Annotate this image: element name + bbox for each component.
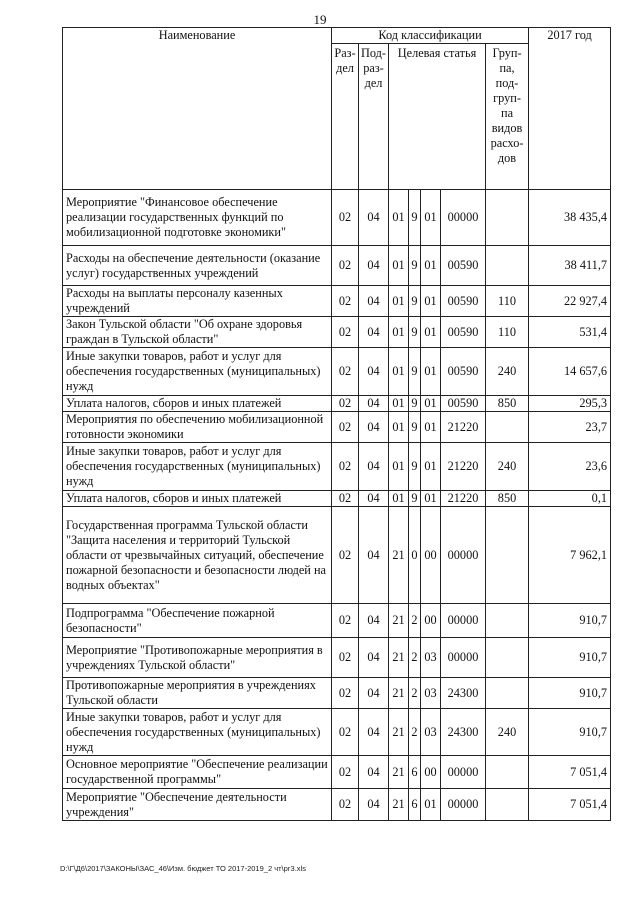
row-section: 02 [332,491,359,507]
row-name: Противопожарные мероприятия в учреждениях Тульской области [63,678,332,709]
row-amount-2017: 7 962,1 [529,507,611,604]
row-target-direction: 24300 [441,678,486,709]
row-target-event: 01 [421,348,441,396]
row-target-direction: 21220 [441,491,486,507]
row-target-subprogram: 6 [409,756,421,789]
header-year: 2017 год [529,28,611,190]
row-expense-type: 850 [486,491,529,507]
row-target-program: 01 [389,412,409,443]
row-expense-type: 240 [486,348,529,396]
row-target-program: 21 [389,756,409,789]
table-body [63,190,611,821]
row-target-event: 01 [421,286,441,317]
row-target-program: 01 [389,396,409,412]
row-target-event: 01 [421,491,441,507]
row-target-subprogram: 2 [409,709,421,756]
table-row [63,348,611,396]
row-name: Уплата налогов, сборов и иных платежей [63,491,332,507]
header-subsection: Под- раз- дел [359,44,389,190]
row-section: 02 [332,709,359,756]
row-target-event: 03 [421,709,441,756]
row-name: Основное мероприятие "Обеспечение реализации государственной программы" [63,756,332,789]
row-target-subprogram: 9 [409,190,421,246]
row-target-subprogram: 2 [409,678,421,709]
row-target-subprogram: 9 [409,412,421,443]
row-subsection: 04 [359,638,389,678]
row-name: Иные закупки товаров, работ и услуг для обеспечения государственных (муниципальных) нужд [63,443,332,491]
row-target-subprogram: 9 [409,348,421,396]
row-section: 02 [332,286,359,317]
row-subsection: 04 [359,756,389,789]
row-target-direction: 00590 [441,286,486,317]
row-target-direction: 00000 [441,638,486,678]
row-target-program: 01 [389,190,409,246]
file-path-footer: D:\Г\Д6\2017\ЗАКОНЫ\ЗАС_46\Изм. бюджет ТО 2017-2019_2 чт\рг3.xls [60,864,306,873]
row-expense-type: 110 [486,286,529,317]
row-target-program: 21 [389,507,409,604]
row-name: Иные закупки товаров, работ и услуг для обеспечения государственных (муниципальных) нужд [63,348,332,396]
row-amount-2017: 295,3 [529,396,611,412]
header-classification: Код классификации [332,28,529,44]
row-target-subprogram: 2 [409,604,421,638]
row-amount-2017: 910,7 [529,709,611,756]
row-target-event: 03 [421,638,441,678]
row-amount-2017: 22 927,4 [529,286,611,317]
row-target-subprogram: 6 [409,789,421,821]
row-name: Иные закупки товаров, работ и услуг для обеспечения государственных (муниципальных) нужд [63,709,332,756]
row-amount-2017: 0,1 [529,491,611,507]
row-target-program: 01 [389,491,409,507]
row-target-subprogram: 9 [409,491,421,507]
row-target-direction: 00000 [441,604,486,638]
row-section: 02 [332,246,359,286]
row-target-direction: 21220 [441,412,486,443]
row-name: Уплата налогов, сборов и иных платежей [63,396,332,412]
row-section: 02 [332,348,359,396]
table-row [63,443,611,491]
row-expense-type [486,678,529,709]
row-target-direction: 21220 [441,443,486,491]
row-target-program: 01 [389,348,409,396]
row-name: Мероприятие "Обеспечение деятельности учреждения" [63,789,332,821]
row-amount-2017: 910,7 [529,604,611,638]
row-target-event: 01 [421,190,441,246]
row-target-direction: 24300 [441,709,486,756]
row-target-direction: 00000 [441,756,486,789]
row-name: Мероприятия по обеспечению мобилизационной готовности экономики [63,412,332,443]
table-row [63,756,611,789]
row-name: Закон Тульской области "Об охране здоровья граждан в Тульской области" [63,317,332,348]
row-amount-2017: 531,4 [529,317,611,348]
row-expense-type: 110 [486,317,529,348]
row-section: 02 [332,317,359,348]
row-section: 02 [332,638,359,678]
row-section: 02 [332,756,359,789]
row-target-event: 00 [421,604,441,638]
page-number: 19 [313,12,327,27]
row-expense-type [486,246,529,286]
table-row [63,491,611,507]
row-subsection: 04 [359,507,389,604]
row-target-event: 01 [421,396,441,412]
row-target-direction: 00590 [441,246,486,286]
table-row [63,396,611,412]
row-expense-type [486,412,529,443]
header-target-article: Целевая статья [389,44,486,190]
header-name: Наименование [63,28,332,190]
row-subsection: 04 [359,412,389,443]
row-expense-type [486,507,529,604]
row-target-direction: 00000 [441,789,486,821]
table-row [63,317,611,348]
row-subsection: 04 [359,348,389,396]
row-section: 02 [332,412,359,443]
row-target-subprogram: 2 [409,638,421,678]
row-target-program: 01 [389,286,409,317]
row-target-direction: 00590 [441,317,486,348]
row-subsection: 04 [359,317,389,348]
row-subsection: 04 [359,396,389,412]
table-row [63,507,611,604]
budget-table [62,27,611,821]
row-expense-type [486,638,529,678]
row-target-subprogram: 9 [409,443,421,491]
row-target-subprogram: 9 [409,286,421,317]
row-subsection: 04 [359,604,389,638]
row-expense-type [486,756,529,789]
row-target-event: 01 [421,246,441,286]
table-row [63,638,611,678]
row-amount-2017: 23,7 [529,412,611,443]
row-target-event: 01 [421,317,441,348]
row-target-direction: 00590 [441,348,486,396]
table-row [63,286,611,317]
row-subsection: 04 [359,190,389,246]
table-row [63,246,611,286]
row-subsection: 04 [359,246,389,286]
row-target-event: 03 [421,678,441,709]
row-name: Расходы на выплаты персоналу казенных учреждений [63,286,332,317]
row-subsection: 04 [359,286,389,317]
row-target-subprogram: 9 [409,317,421,348]
row-subsection: 04 [359,678,389,709]
row-section: 02 [332,190,359,246]
table-row [63,604,611,638]
row-subsection: 04 [359,789,389,821]
row-section: 02 [332,443,359,491]
row-name: Государственная программа Тульской области "Защита населения и территорий Тульской области от чрезвычайных ситуаций, обеспечение пожарной безопасности и безопасности людей на водных объектах" [63,507,332,604]
row-target-program: 01 [389,443,409,491]
row-target-direction: 00000 [441,507,486,604]
row-target-program: 21 [389,638,409,678]
row-target-program: 21 [389,604,409,638]
row-amount-2017: 38 411,7 [529,246,611,286]
row-section: 02 [332,604,359,638]
row-expense-type: 240 [486,709,529,756]
row-target-program: 21 [389,678,409,709]
table-row [63,789,611,821]
row-amount-2017: 910,7 [529,678,611,709]
row-target-direction: 00590 [441,396,486,412]
row-target-program: 21 [389,789,409,821]
row-name: Расходы на обеспечение деятельности (оказание услуг) государственных учреждений [63,246,332,286]
table-row [63,412,611,443]
row-target-program: 21 [389,709,409,756]
row-target-event: 00 [421,507,441,604]
row-section: 02 [332,507,359,604]
row-amount-2017: 910,7 [529,638,611,678]
row-target-direction: 00000 [441,190,486,246]
table-row [63,190,611,246]
row-expense-type: 240 [486,443,529,491]
row-target-event: 01 [421,789,441,821]
row-expense-type [486,789,529,821]
header-section: Раз- дел [332,44,359,190]
row-target-subprogram: 9 [409,396,421,412]
row-section: 02 [332,678,359,709]
row-name: Мероприятие "Противопожарные мероприятия в учреждениях Тульской области" [63,638,332,678]
row-subsection: 04 [359,709,389,756]
row-target-program: 01 [389,317,409,348]
row-target-subprogram: 9 [409,246,421,286]
row-expense-type: 850 [486,396,529,412]
row-target-event: 00 [421,756,441,789]
row-target-event: 01 [421,443,441,491]
header-expense-group: Груп- па, под- груп- па видов расхо- дов [486,44,529,190]
table-header [63,28,611,190]
row-subsection: 04 [359,491,389,507]
row-name: Мероприятие "Финансовое обеспечение реализации государственных функций по мобилизационной подготовке экономики" [63,190,332,246]
row-target-event: 01 [421,412,441,443]
row-expense-type [486,190,529,246]
row-expense-type [486,604,529,638]
row-target-program: 01 [389,246,409,286]
table-row [63,709,611,756]
row-amount-2017: 38 435,4 [529,190,611,246]
row-subsection: 04 [359,443,389,491]
table-row [63,678,611,709]
row-amount-2017: 7 051,4 [529,789,611,821]
row-section: 02 [332,396,359,412]
row-name: Подпрограмма "Обеспечение пожарной безопасности" [63,604,332,638]
row-amount-2017: 7 051,4 [529,756,611,789]
row-amount-2017: 23,6 [529,443,611,491]
row-target-subprogram: 0 [409,507,421,604]
row-amount-2017: 14 657,6 [529,348,611,396]
row-section: 02 [332,789,359,821]
